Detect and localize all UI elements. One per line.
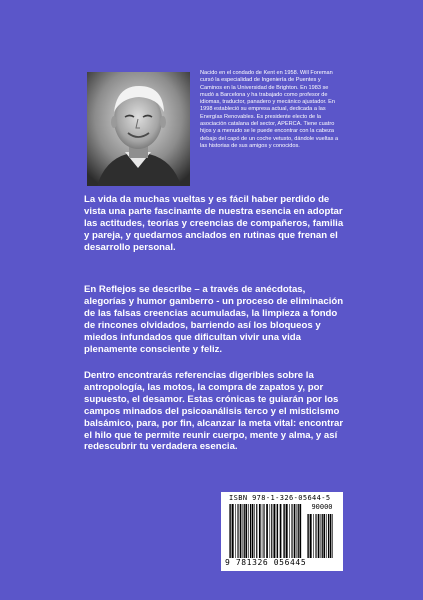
blurb-paragraph-1: La vida da muchas vueltas y es fácil haber perdido de vista una parte fascinante de nuestra esencia en adoptar las actitudes, teorías y creencias de compañeros, familia y pareja, y quedarnos anclados en rutinas que frenan el desarrollo personal. xyxy=(84,194,344,253)
addon-barcode-icon xyxy=(307,514,335,558)
ean-barcode-icon xyxy=(229,504,303,558)
blurb-paragraph-3: Dentro encontrarás referencias digeribles sobre la antropología, las motos, la compra de zapatos y, por supuesto, el desamor. Estas crónicas te guiarán por los campos minados del psicoanálisis terco y el misticismo balsámico, para, por fin, alcanzar la meta vital: encontrar el hilo que te permite reunir cuerpo, mente y alma, y así redescubrir tu verdadera esencia. xyxy=(84,370,344,453)
barcode-panel xyxy=(221,492,343,571)
addon-digits: 90000 xyxy=(311,503,333,511)
blurb-paragraph-2: En Reflejos se describe – a través de anécdotas, alegorías y humor gamberro - un proceso de eliminación de las falsas creencias acumuladas, la limpieza a fondo de rincones olvidados, barriendo así los bloqueos y miedos infundados que dificultan vivir una vida plenamente consciente y feliz. xyxy=(84,284,344,355)
author-portrait-icon xyxy=(87,72,190,186)
author-photo xyxy=(87,72,190,186)
isbn-label: ISBN 978-1-326-05644-5 xyxy=(229,494,331,502)
author-bio: Nacido en el condado de Kent en 1958. Will Foreman cursó la especialidad de Ingeniería de Puentes y Caminos en la Universidad de Brighton. En 1983 se mudó a Barcelona y ha trabajado como profesor de idiomas, traductor, panadero y mecánico ajustador. En 1998 estableció su empresa actual, dedicada a las Energías Renovables. Es presidente electo de la asociación catalana del sector, APERCA. Tiene cuatro hijos y a menudo se le puede encontrar con la cabeza debajo del capó de un coche vetusto, dándole vueltas a las historias de sus amigos y conocidos. xyxy=(200,70,339,149)
ean-digits: 9 781326 056445 xyxy=(225,558,307,567)
